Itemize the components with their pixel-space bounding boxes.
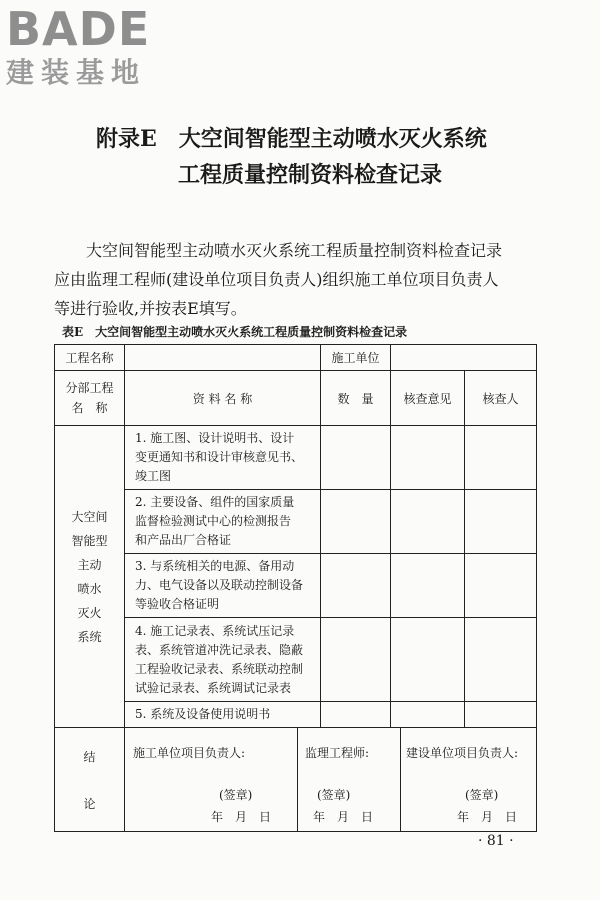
checker-header: 核查人 [465, 371, 537, 426]
table-row [55, 702, 537, 728]
quantity-cell[interactable] [321, 554, 391, 618]
construction-unit-label: 施工单位 [321, 345, 391, 371]
conclusion-row [55, 728, 537, 832]
opinion-cell[interactable] [391, 702, 465, 728]
intro-line-3: 等进行验收,并按表E填写。 [54, 299, 247, 318]
project-row [55, 345, 537, 371]
conclusion-label: 结 论 [55, 728, 125, 832]
supervisor-seal: (签章) [317, 788, 351, 802]
opinion-cell[interactable] [391, 426, 465, 490]
checker-cell[interactable] [465, 554, 537, 618]
sub-project-header: 分部工程 名 称 [55, 371, 125, 426]
doc-item-5: 5. 系统及设备使用说明书 [125, 702, 321, 728]
table-row [55, 554, 537, 618]
checker-cell[interactable] [465, 426, 537, 490]
system-name-cell: 大空间 智能型 主动 喷水 灭火 系统 [55, 426, 125, 728]
doc-item-1: 1. 施工图、设计说明书、设计 变更通知书和设计审核意见书、 竣工图 [125, 426, 321, 490]
intro-line-1: 大空间智能型主动喷水灭火系统工程质量控制资料检查记录 [86, 241, 503, 260]
quantity-cell[interactable] [321, 426, 391, 490]
checker-cell[interactable] [465, 490, 537, 554]
opinion-cell[interactable] [391, 618, 465, 702]
header-row [55, 371, 537, 426]
logo-subtitle: 建装基地 [6, 56, 147, 89]
doc-item-2: 2. 主要设备、组件的国家质量 监督检验测试中心的检测报告 和产品出厂合格证 [125, 490, 321, 554]
quantity-cell[interactable] [321, 618, 391, 702]
bade-logo [6, 4, 176, 90]
doc-name-header: 资 料 名 称 [125, 371, 321, 426]
title-line-2: 工程质量控制资料检查记录 [178, 162, 443, 188]
intro-line-2: 应由监理工程师(建设单位项目负责人)组织施工单位项目负责人 [54, 270, 499, 289]
quantity-header: 数 量 [321, 371, 391, 426]
inspection-record-table [54, 344, 537, 832]
page-number: · 81 · [478, 833, 514, 849]
owner-seal: (签章) [465, 788, 499, 802]
owner-manager-label: 建设单位项目负责人: [406, 746, 519, 760]
table-row [55, 618, 537, 702]
construction-seal: (签章) [219, 788, 253, 802]
checker-cell[interactable] [465, 618, 537, 702]
quantity-cell[interactable] [321, 702, 391, 728]
supervisor-date: 年 月 日 [313, 810, 374, 824]
construction-manager-label: 施工单位项目负责人: [133, 746, 246, 760]
construction-date: 年 月 日 [211, 810, 272, 824]
owner-date: 年 月 日 [457, 810, 518, 824]
title-line-1: 附录E 大空间智能型主动喷水灭火系统 [96, 126, 487, 152]
project-name-label: 工程名称 [55, 345, 125, 371]
doc-item-3: 3. 与系统相关的电源、备用动 力、电气设备以及联动控制设备 等验收合格证明 [125, 554, 321, 618]
construction-unit-value[interactable] [391, 345, 537, 371]
opinion-cell[interactable] [391, 554, 465, 618]
opinion-header: 核查意见 [391, 371, 465, 426]
table-row [55, 426, 537, 490]
project-name-value[interactable] [125, 345, 321, 371]
doc-item-4: 4. 施工记录表、系统试压记录 表、系统管道冲洗记录表、隐蔽 工程验收记录表、系统联动控制 试验记录表、系统调试记录表 [125, 618, 321, 702]
opinion-cell[interactable] [391, 490, 465, 554]
intro-paragraph [54, 236, 544, 323]
logo-brand: BADE [6, 2, 151, 56]
supervisor-label: 监理工程师: [305, 746, 370, 760]
signature-area [125, 728, 537, 832]
table-row [55, 490, 537, 554]
checker-cell[interactable] [465, 702, 537, 728]
table-caption: 表E 大空间智能型主动喷水灭火系统工程质量控制资料检查记录 [62, 325, 408, 339]
quantity-cell[interactable] [321, 490, 391, 554]
